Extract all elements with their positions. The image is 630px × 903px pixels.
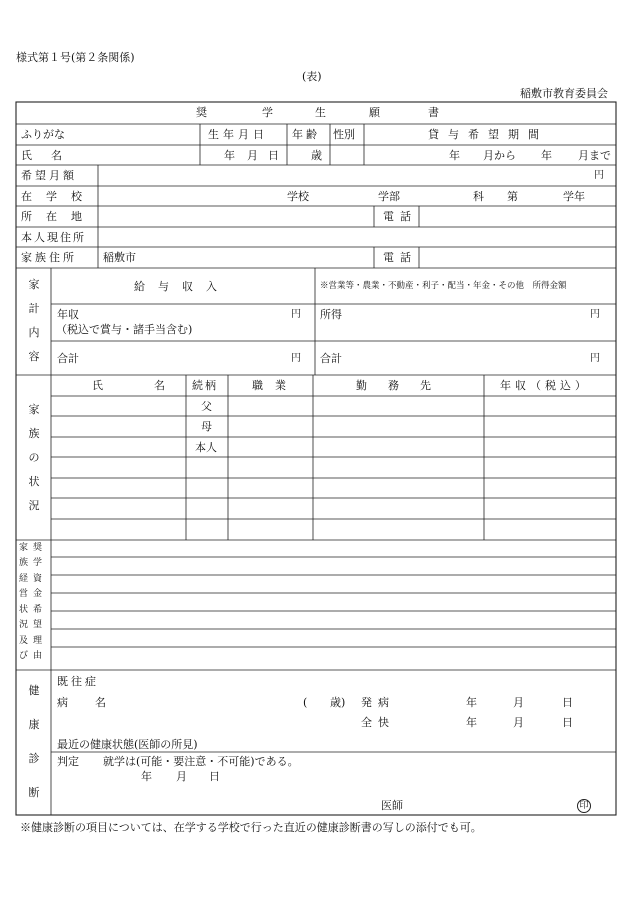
current-address-label: 本人現住所	[21, 231, 86, 244]
family-col-name: 氏 名	[92, 379, 185, 392]
annual-income-note: （税込で賞与・諸手当含む)	[56, 323, 193, 336]
relation-self: 本人	[195, 441, 217, 454]
family-col-workplace: 勤務先	[356, 379, 452, 392]
footnote: ※健康診断の項目については、在学する学校で行った直近の健康診断書の写しの添付でも可。	[20, 821, 482, 834]
total-label-right: 合計	[320, 352, 342, 365]
grade-prefix: 第	[507, 190, 518, 203]
birthdate-label: 生年月日	[208, 128, 268, 141]
title-char: 願	[369, 106, 380, 119]
title-char: 生	[315, 106, 326, 119]
health-label-char: 診	[28, 752, 40, 765]
judgment-label: 判定	[57, 755, 79, 768]
judgment-text: 就学は(可能・要注意・不可能)である。	[103, 755, 299, 768]
faculty-unit: 学部	[378, 190, 400, 203]
onset-year: 年	[466, 696, 477, 709]
side-label: (表)	[302, 70, 322, 83]
total-yen-left: 円	[291, 353, 301, 364]
history-label: 既往症	[57, 675, 99, 688]
recent-health-label: 最近の健康状態(医師の所見)	[57, 738, 198, 751]
recovery-month: 月	[513, 716, 524, 729]
family-label-char: 状	[28, 475, 40, 488]
school-label: 在学校	[21, 190, 96, 203]
reason-char: 及	[19, 636, 29, 646]
family-label-char: 族	[28, 427, 40, 440]
reason-char: 理	[33, 636, 43, 646]
judgment-year: 年	[141, 770, 152, 783]
household-label-char: 容	[28, 350, 40, 363]
grade-suffix: 学年	[563, 190, 585, 203]
other-income-header: ※営業等・農業・不動産・利子・配当・年金・その他 所得金額	[320, 281, 567, 291]
health-label-char: 断	[28, 786, 40, 799]
reason-char: 状	[19, 605, 29, 615]
birth-month-unit: 月	[247, 149, 258, 162]
family-label-char: 況	[28, 499, 40, 512]
reason-char: 学	[33, 558, 43, 568]
name-label: 氏 名	[21, 149, 66, 162]
annual-income-label: 年収	[57, 308, 79, 321]
total-yen-right: 円	[590, 353, 600, 364]
onset-label: 発病	[361, 696, 395, 709]
reason-char: 族	[19, 558, 29, 568]
judgment-month: 月	[176, 770, 187, 783]
loan-period-label: 貸与希望期間	[428, 128, 548, 141]
family-label-char: の	[28, 451, 40, 464]
title-char: 奨	[196, 106, 207, 119]
family-label-char: 家	[28, 403, 40, 416]
age-paren-unit: 歳)	[330, 696, 346, 709]
birth-day-unit: 日	[268, 149, 279, 162]
family-col-occupation: 職業	[252, 379, 298, 392]
reason-char: び	[19, 651, 29, 661]
period-year1: 年	[449, 149, 460, 162]
age-unit: 歳	[311, 149, 322, 162]
reason-char: 望	[33, 620, 43, 630]
health-label-char: 康	[28, 718, 40, 731]
reason-char: 況	[19, 620, 29, 630]
family-phone-label: 電話	[383, 251, 417, 264]
annual-income-yen: 円	[291, 309, 301, 320]
reason-char: 由	[33, 651, 43, 661]
location-phone-label: 電話	[383, 210, 417, 223]
onset-month: 月	[513, 696, 524, 709]
monthly-unit: 円	[594, 170, 604, 181]
period-year2: 年	[541, 149, 552, 162]
recovery-year: 年	[466, 716, 477, 729]
issuer: 稲敷市教育委員会	[520, 87, 608, 100]
disease-label: 病 名	[57, 696, 114, 709]
family-address-value: 稲敷市	[103, 251, 136, 264]
reason-char: 金	[33, 589, 43, 599]
income-yen: 円	[590, 309, 600, 320]
reason-char: 希	[33, 605, 43, 615]
location-label: 所在地	[21, 210, 96, 223]
dept-unit: 科	[473, 190, 484, 203]
family-col-relation: 続柄	[192, 379, 218, 392]
health-label-char: 健	[28, 684, 40, 697]
reason-char: 奨	[33, 543, 43, 553]
reason-char: 営	[19, 589, 29, 599]
doctor-label: 医師	[381, 799, 403, 812]
household-label-char: 内	[28, 326, 40, 339]
period-to: 月まで	[578, 149, 611, 162]
income-label: 所得	[320, 308, 342, 321]
reason-char: 家	[19, 543, 29, 553]
age-paren: (	[303, 696, 308, 709]
recovery-label: 全快	[361, 716, 395, 729]
relation-mother: 母	[201, 420, 212, 433]
furigana-label: ふりがな	[21, 128, 65, 141]
title-char: 書	[428, 106, 439, 119]
salary-header: 給与収入	[134, 280, 230, 293]
recovery-day: 日	[562, 716, 573, 729]
household-label-char: 計	[28, 302, 40, 315]
age-label: 年齢	[292, 128, 320, 141]
seal-mark: 印	[577, 799, 591, 813]
reason-char: 経	[19, 574, 29, 584]
family-address-label: 家族住所	[21, 251, 77, 264]
title-char: 学	[262, 106, 273, 119]
sex-label: 性別	[333, 128, 355, 141]
family-col-income: 年収（税込）	[500, 379, 590, 392]
period-from: 月から	[483, 149, 516, 162]
relation-father: 父	[201, 400, 212, 413]
reason-char: 資	[33, 574, 43, 584]
monthly-label: 希望月額	[21, 169, 77, 182]
school-unit: 学校	[287, 190, 309, 203]
form-number: 様式第１号(第２条関係)	[16, 51, 135, 64]
birth-year-unit: 年	[224, 149, 235, 162]
judgment-day: 日	[209, 770, 220, 783]
total-label-left: 合計	[57, 352, 79, 365]
household-label-char: 家	[28, 278, 40, 291]
onset-day: 日	[562, 696, 573, 709]
